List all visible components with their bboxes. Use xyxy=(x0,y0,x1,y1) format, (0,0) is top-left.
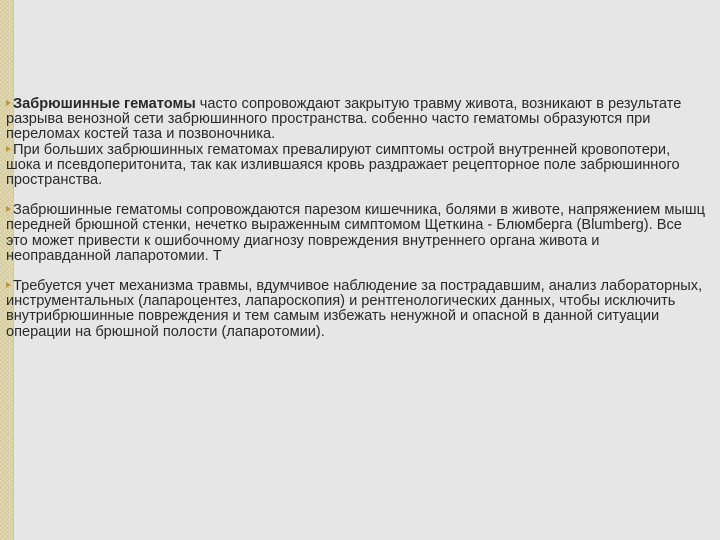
bullet-arrow-icon xyxy=(6,206,11,212)
bullet-arrow-icon xyxy=(6,100,11,106)
paragraph-text: Требуется учет механизма травмы, вдумчивое наблюдение за пострадавшим, анализ лабораторных, инструментальных (лапароцентез, лапароскопия) и рентгенологических данных, чтобы исключить внутрибрюшинные повреждения и тем самым избежать ненужной и опасной в данной ситуации операции на брюшной полости (лапаротомии). xyxy=(6,278,703,340)
bullet-arrow-icon xyxy=(6,146,11,152)
paragraph-text: Забрюшинные гематомы сопровождаются парезом кишечника, болями в животе, напряжением мышц передней брюшной стенки, нечетко выраженным симптомом Щеткина - Блюмберга (Blumberg). Все это может привести к ошибочному диагнозу повреждения внутреннего органа живота и неоправданной лапаротомии. Т xyxy=(6,202,705,264)
paragraph-large-hematomas xyxy=(6,143,706,189)
slide-content xyxy=(6,97,706,340)
paragraph-recommendation xyxy=(6,279,706,340)
paragraph-symptoms xyxy=(6,203,706,264)
paragraph-lead-bold: Забрюшинные гематомы xyxy=(13,96,196,112)
paragraph-text: При больших забрюшинных гематомах превалируют симптомы острой внутренней кровопотери, шока и псевдоперитонита, так как излившаяся кровь раздражает рецепторное поле забрюшинного пространства. xyxy=(6,141,680,189)
paragraph-retroperitoneal-hematomas xyxy=(6,97,706,143)
paragraph-text: часто сопровождают закрытую травму живота, возникают в результате разрыва венозной сети забрюшинного пространства. собенно часто гематомы образуются при переломах костей таза и позвоночника. xyxy=(6,96,682,143)
bullet-arrow-icon xyxy=(6,282,11,288)
